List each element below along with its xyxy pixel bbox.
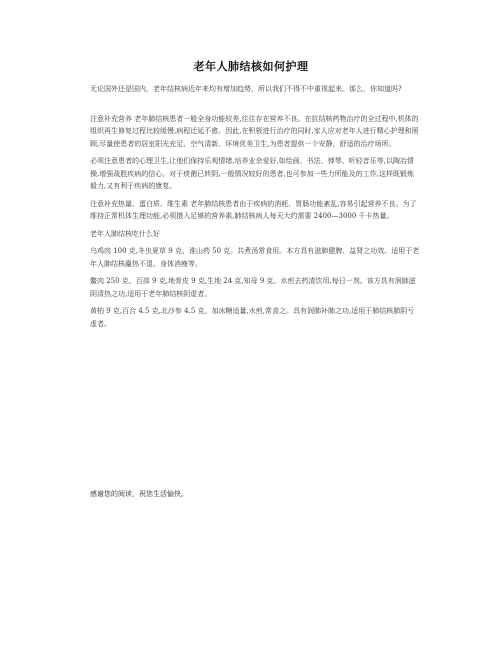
calorie-paragraph: 注意补充热量、蛋白质、维生素 老年肺结核患者由于疾病的消耗、胃肠功能紊乱,容易引起营养不良。为了维持正常机体生理功能,必须摄入足够的营养素,肺结核病人每天大约需要 2400—3000 千卡热量。 [90, 199, 417, 220]
intro-paragraph: 无论国外还是国内，老年结核病近年来均有增加趋势，所以我们不得不中重视起来。那么，你知道吗? [90, 85, 402, 93]
article-body [90, 83, 420, 335]
closing-note: 感谢您的阅读，祝您生活愉快。 [90, 490, 188, 498]
recipe-chicken-paragraph: 乌鸡肉 100 克,冬虫夏草 9 克、淮山药 50 克。共煮汤常食用。本方具有滋肺健脾、益肾之功效。适用于老年人肺结核羸热不退、身体消瘦等。 [90, 247, 420, 268]
recipe-phellodendron-paragraph: 黄柏 9 克,百合 4.5 克,北沙参 4.5 克。加冰糖适量,水煎,常食之。具有润肺补肺之功,适用于肺结核肺阴亏虚者。 [90, 307, 415, 328]
diet-heading: 老年人肺结核吃什么好 [90, 229, 160, 238]
mental-health-paragraph: 必须注意患者的心理卫生,让他们保持乐观情绪,培养业余爱好,如绘画、书法、弹琴、听轻音乐等,以陶冶情操,增强战胜疾病的信心。对于痰菌已转阴,一般情况较好的患者,也可参加一些力所能及的工作,这样既锻炼毅力,又有利于疾病的康复。 [90, 157, 414, 190]
page-title: 老年人肺结核如何护理 [193, 60, 309, 73]
nutrition-paragraph: 注意补充营养 老年肺结核患者一般全身功能较差,往往存在营养不良。在抗结核药物治疗的全过程中,机体的组织再生修复过程比较缓慢,病程迁延不愈。因此,在积极进行治疗的同时,家人应对老年人进行精心护理和照顾,尽量使患者的居室阳光充足、空气清新、环境优美卫生,为患者提供一个安静、舒适的治疗场所。 [90, 114, 419, 148]
recipe-turtle-paragraph: 鳖肉 250 克、百部 9 克,地骨皮 9 克,生地 24 克,知母 9 克。水煎去药渣饮用,每日一剂。该方具有润肺滋阴清热之功,适用于老年肺结核阴虚者。 [90, 277, 416, 298]
paragraph-gap [90, 101, 420, 113]
